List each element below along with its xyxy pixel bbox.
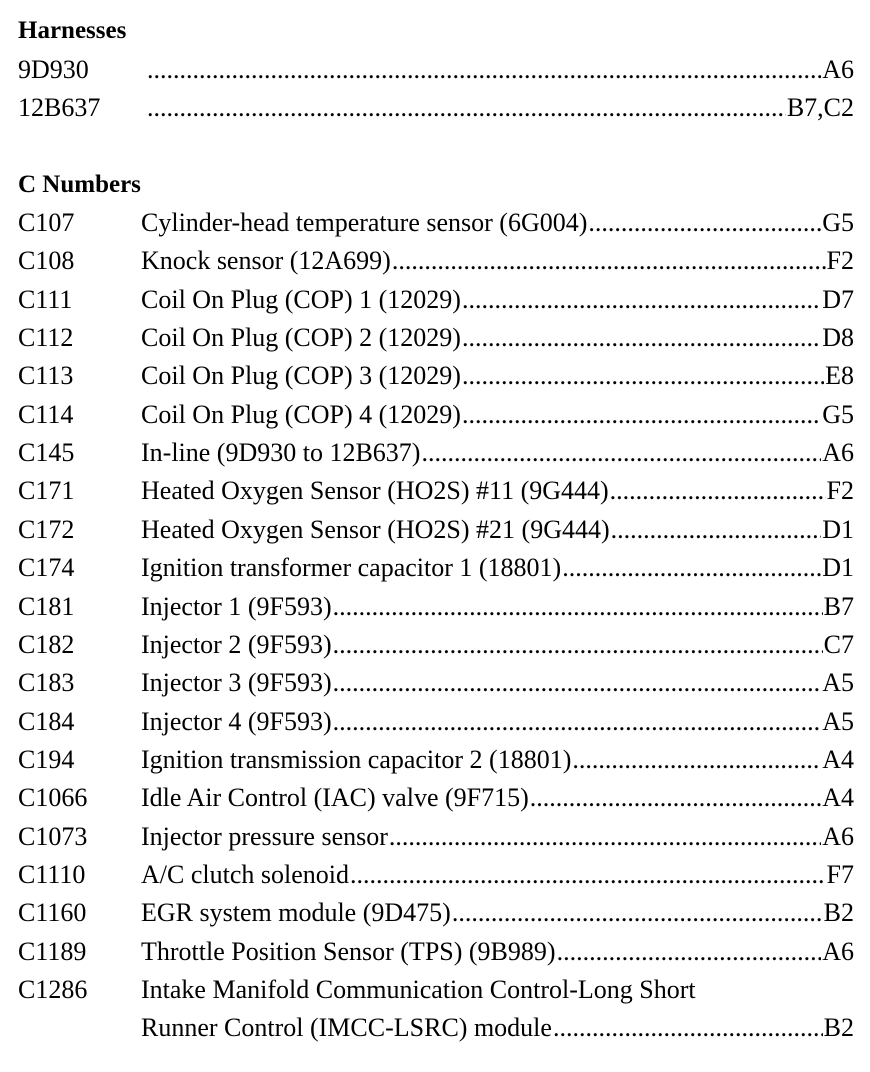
connector-location: C7 — [823, 630, 854, 659]
connector-desc: Idle Air Control (IAC) valve (9F715) — [141, 783, 529, 812]
dot-leader — [147, 89, 786, 127]
connector-row — [18, 664, 854, 702]
connector-location: E8 — [825, 361, 854, 390]
connector-location: B2 — [823, 1013, 854, 1042]
dot-leader — [392, 242, 826, 280]
dot-leader — [462, 319, 821, 357]
connector-location: A6 — [822, 438, 854, 467]
connector-code: C1073 — [18, 822, 88, 851]
dot-leader — [562, 549, 821, 587]
connector-location: A5 — [822, 668, 854, 697]
dot-leader — [147, 51, 821, 89]
harness-row — [18, 89, 854, 127]
dot-leader — [588, 204, 821, 242]
connector-row — [18, 933, 854, 971]
connector-desc: Coil On Plug (COP) 3 (12029) — [141, 361, 461, 390]
dot-leader — [610, 472, 826, 510]
connector-location: D1 — [822, 553, 854, 582]
connector-code: C114 — [18, 400, 74, 429]
connector-desc: Heated Oxygen Sensor (HO2S) #21 (9G444) — [141, 515, 610, 544]
c-numbers-heading: C Numbers — [18, 171, 141, 198]
harness-code: 12B637 — [18, 93, 101, 122]
connector-code: C174 — [18, 553, 75, 582]
dot-leader — [553, 1009, 823, 1047]
connector-location: F2 — [826, 246, 854, 275]
connector-code: C145 — [18, 438, 75, 467]
dot-leader — [333, 703, 822, 741]
connector-code: C107 — [18, 208, 75, 237]
connector-row — [18, 511, 854, 549]
dot-leader — [557, 933, 822, 971]
connector-code: C183 — [18, 668, 75, 697]
connector-code: C184 — [18, 707, 75, 736]
harness-location: A6 — [822, 55, 854, 84]
dot-leader — [572, 741, 821, 779]
connector-desc: Coil On Plug (COP) 4 (12029) — [141, 400, 461, 429]
connector-desc: Injector pressure sensor — [141, 822, 388, 851]
connector-location: A4 — [822, 783, 854, 812]
connector-row — [18, 626, 854, 664]
connector-code: C171 — [18, 476, 75, 505]
connector-code: C181 — [18, 592, 75, 621]
connector-location: G5 — [822, 400, 854, 429]
connector-row — [18, 779, 854, 817]
dot-leader — [452, 894, 823, 932]
connector-desc: Coil On Plug (COP) 2 (12029) — [141, 323, 461, 352]
connector-location: G5 — [822, 208, 854, 237]
harnesses-heading: Harnesses — [18, 17, 127, 44]
connector-desc: Heated Oxygen Sensor (HO2S) #11 (9G444) — [141, 476, 609, 505]
harness-location: B7,C2 — [786, 93, 854, 122]
connector-location: A4 — [822, 745, 854, 774]
dot-leader — [389, 818, 821, 856]
connector-desc: A/C clutch solenoid — [141, 860, 349, 889]
connector-code: C1286 — [18, 975, 88, 1004]
connector-desc: Throttle Position Sensor (TPS) (9B989) — [141, 937, 556, 966]
connector-code: C112 — [18, 323, 74, 352]
connector-desc: Cylinder-head temperature sensor (6G004) — [141, 208, 588, 237]
connector-code: C113 — [18, 361, 74, 390]
dot-leader — [350, 856, 826, 894]
connector-desc: Injector 1 (9F593) — [141, 592, 332, 621]
connector-location: F7 — [826, 860, 854, 889]
connector-location: B7 — [823, 592, 854, 621]
connector-code: C172 — [18, 515, 75, 544]
dot-leader — [333, 588, 823, 626]
connector-desc: Injector 4 (9F593) — [141, 707, 332, 736]
connector-row — [18, 434, 854, 472]
connector-location: F2 — [826, 476, 854, 505]
dot-leader — [462, 357, 824, 395]
connector-row — [18, 281, 854, 319]
connector-location: D1 — [822, 515, 854, 544]
connector-desc: Injector 2 (9F593) — [141, 630, 332, 659]
connector-row — [18, 971, 854, 1009]
connector-row — [18, 856, 854, 894]
connector-code: C1110 — [18, 860, 86, 889]
connector-row — [18, 703, 854, 741]
connector-row — [18, 242, 854, 280]
connector-location: A6 — [822, 822, 854, 851]
connector-row — [18, 396, 854, 434]
connector-row — [18, 549, 854, 587]
connector-row-continuation — [18, 1009, 854, 1047]
connector-row — [18, 741, 854, 779]
connector-desc-line1: Intake Manifold Communication Control-Long Short — [141, 975, 696, 1004]
connector-code: C182 — [18, 630, 75, 659]
connector-row — [18, 357, 854, 395]
dot-leader — [333, 626, 823, 664]
connector-row — [18, 588, 854, 626]
connector-row — [18, 319, 854, 357]
connector-code: C1189 — [18, 937, 87, 966]
connector-location: D7 — [822, 285, 854, 314]
connector-code: C194 — [18, 745, 75, 774]
dot-leader — [462, 281, 821, 319]
connector-code: C108 — [18, 246, 75, 275]
connector-code: C1066 — [18, 783, 88, 812]
connector-location: B2 — [823, 898, 854, 927]
connector-code: C1160 — [18, 898, 87, 927]
connector-code: C111 — [18, 285, 73, 314]
connector-desc: Coil On Plug (COP) 1 (12029) — [141, 285, 461, 314]
dot-leader — [421, 434, 821, 472]
connector-desc: In-line (9D930 to 12B637) — [141, 438, 421, 467]
connector-desc: EGR system module (9D475) — [141, 898, 451, 927]
connector-desc: Injector 3 (9F593) — [141, 668, 332, 697]
dot-leader — [530, 779, 821, 817]
connector-desc: Ignition transformer capacitor 1 (18801) — [141, 553, 562, 582]
harness-code: 9D930 — [18, 55, 89, 84]
connector-row — [18, 204, 854, 242]
connector-row — [18, 894, 854, 932]
connector-location: D8 — [822, 323, 854, 352]
connector-desc: Ignition transmission capacitor 2 (18801) — [141, 745, 572, 774]
connector-location: A6 — [822, 937, 854, 966]
connector-desc-line2: Runner Control (IMCC-LSRC) module — [141, 1013, 552, 1042]
connector-row — [18, 472, 854, 510]
connector-row — [18, 818, 854, 856]
connector-desc: Knock sensor (12A699) — [141, 246, 391, 275]
dot-leader — [333, 664, 822, 702]
dot-leader — [611, 511, 822, 549]
harness-row — [18, 51, 854, 89]
connector-location: A5 — [822, 707, 854, 736]
dot-leader — [462, 396, 821, 434]
